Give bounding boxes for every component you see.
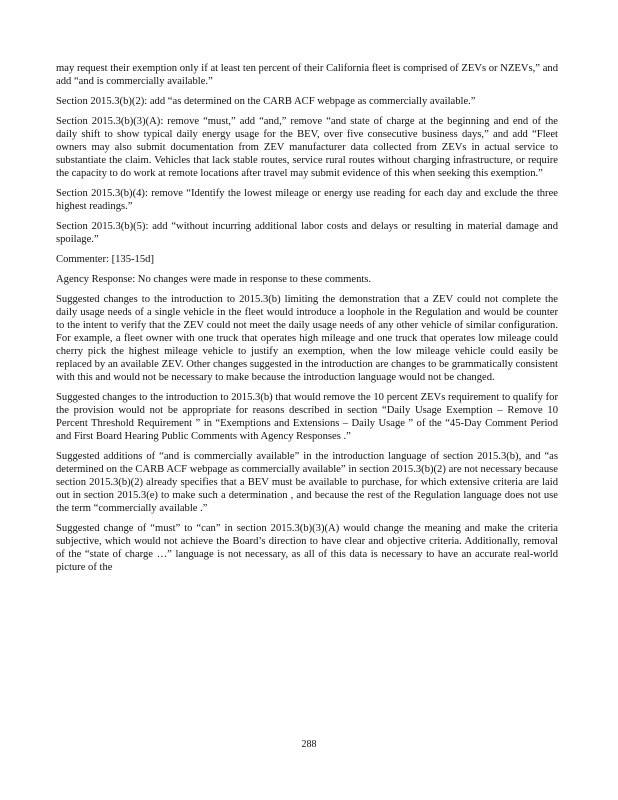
page-number: 288 xyxy=(301,739,317,750)
paragraph-9: Suggested changes to the introduction to 2015.3(b) that would remove the 10 percent ZEVs requirement to qualify for the provision would not be appropriate for reasons described in section “Daily Usage Exemption – Remove 10 Percent Threshold Requirement ” in “Exemptions and Extensions – Daily Usage ” of the “45-Day Comment Period and First Board Hearing Public Comments with Agency Responses .” xyxy=(56,392,558,442)
commenter-line: Commenter: [135-15d] xyxy=(56,254,154,265)
paragraph-3: Section 2015.3(b)(3)(A): remove “must,” add “and,” remove “and state of charge at the beginning and end of the daily shift to show typical daily energy usage for the BEV, over five consecutive business days,” and add “Fleet owners may also submit documentation from ZEV manufacturer data collected from ZEVs in actual service to substantiate the claim. Vehicles that lack stable routes, service rural routes without charging infrastructure, or require the capacity to do work at remote locations after travel may submit evidence of this when seeking this exemption.” xyxy=(56,116,558,179)
paragraph-2: Section 2015.3(b)(2): add “as determined on the CARB ACF webpage as commercially available.” xyxy=(56,96,476,107)
paragraph-10: Suggested additions of “and is commercially available” in the introduction language of section 2015.3(b), and “as determined on the CARB ACF webpage as commercially available” in section 2015.3(b)(2) are not necessary because section 2015.3(b)(2) already specifies that a BEV must be available to purchase, for which extensive criteria are laid out in section 2015.3(e) to make such a determination , and because the rest of the Regulation language does not use the term “commercially available .” xyxy=(56,451,558,514)
body-text xyxy=(56,62,558,581)
paragraph-1: may request their exemption only if at least ten percent of their California fleet is comprised of ZEVs or NZEVs,” and add “and is commercially available.” xyxy=(56,63,558,87)
paragraph-11: Suggested change of “must” to “can” in section 2015.3(b)(3)(A) would change the meaning and make the criteria subjective, which would not achieve the Board’s direction to have clear and objective criteria. Additionally, removal of the “state of charge …” language is not necessary, as all of this data is necessary to have an accurate real-world picture of the xyxy=(56,523,558,573)
paragraph-8: Suggested changes to the introduction to 2015.3(b) limiting the demonstration that a ZEV could not complete the daily usage needs of a single vehicle in the fleet would introduce a loophole in the Regulation and would be counter to the intent to verify that the ZEV could not meet the daily usage needs of any other vehicle of similar configuration. For example, a fleet owner with one truck that operates high mileage and one truck that operates low mileage could cherry pick the highest mileage vehicle to justify an exemption, when the low mileage vehicle could easily be replaced by an available ZEV. Other changes suggested in the introduction are changes to be grammatically consistent with this and would not be necessary to make because the introduction language would not be changed. xyxy=(56,294,558,383)
paragraph-5: Section 2015.3(b)(5): add “without incurring additional labor costs and delays or resulting in material damage and spoilage.” xyxy=(56,221,558,245)
paragraph-4: Section 2015.3(b)(4): remove “Identify the lowest mileage or energy use reading for each day and exclude the three highest readings.” xyxy=(56,188,558,212)
agency-response-line: Agency Response: No changes were made in response to these comments. xyxy=(56,274,372,285)
